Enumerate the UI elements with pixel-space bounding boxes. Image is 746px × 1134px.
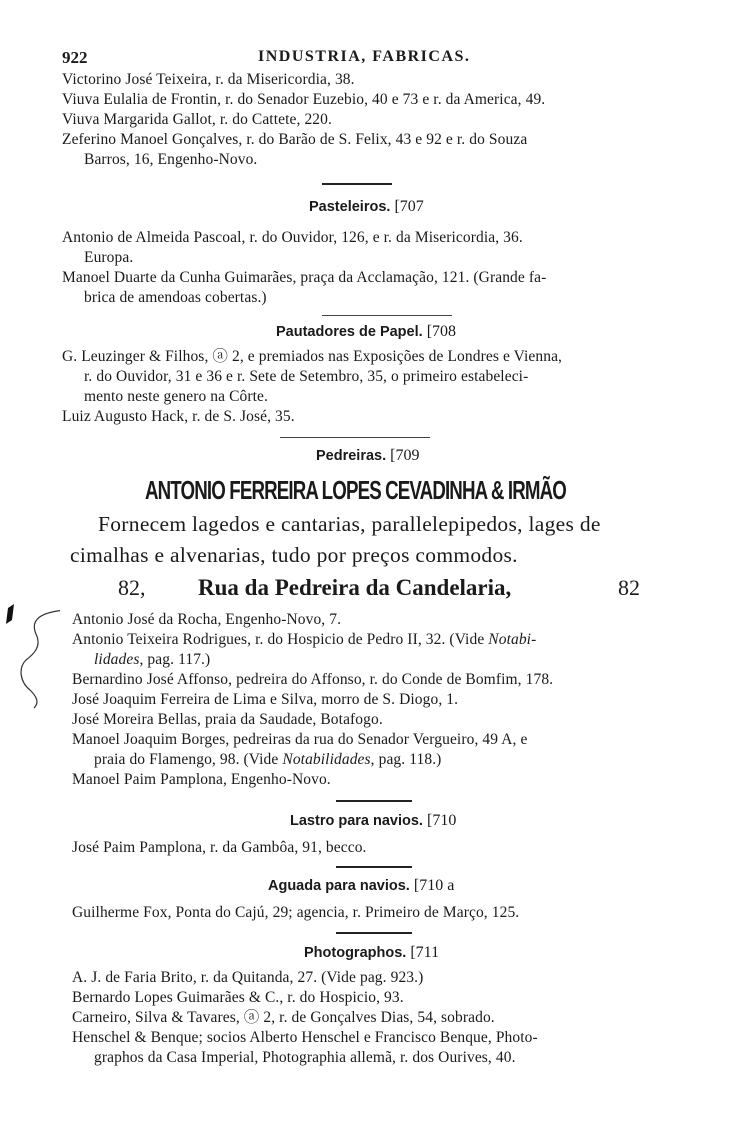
entry-line: r. do Ouvidor, 31 e 36 e r. Sete de Setembro, 35, o primeiro estabeleci- — [84, 368, 529, 385]
advert-number-right: 82 — [618, 575, 640, 600]
advert-street — [198, 573, 511, 603]
entry-line: G. Leuzinger & Filhos, ⓐ 2, e premiados nas Exposições de Londres e Vienna, — [62, 348, 563, 365]
entry-line: José Joaquim Ferreira de Lima e Silva, morro de S. Diogo, 1. — [72, 691, 459, 708]
section-heading-aguada — [268, 876, 454, 896]
entry-text: Antonio Teixeira Rodrigues, r. do Hospicio de Pedro II, 32. (Vide — [72, 631, 485, 648]
entry-text: , pag. 117.) — [139, 651, 211, 668]
entry-line: graphos da Casa Imperial, Photographia allemã, r. dos Ourives, 40. — [94, 1049, 516, 1066]
entry-line — [72, 630, 536, 650]
advert-text-line: cimalhas e alvenarias, tudo por preços commodos. — [70, 543, 518, 567]
entry-line: Victorino José Teixeira, r. da Misericordia, 38. — [62, 71, 355, 88]
entry-line: Carneiro, Silva & Tavares, ⓐ 2, r. de Gonçalves Dias, 54, sobrado. — [72, 1009, 495, 1026]
advert-company-name: ANTONIO FERREIRA LOPES CEVADINHA & IRMÃO — [145, 475, 566, 505]
entry-line: Guilherme Fox, Ponta do Cajú, 29; agencia, r. Primeiro de Março, 125. — [72, 904, 520, 921]
entry-line: Luiz Augusto Hack, r. de S. José, 35. — [62, 408, 295, 425]
section-divider — [322, 183, 392, 185]
entry-line: Bernardino José Affonso, pedreira do Affonso, r. do Conde de Bomfim, 178. — [72, 671, 554, 688]
entry-line: Zeferino Manoel Gonçalves, r. do Barão de S. Felix, 43 e 92 e r. do Souza — [62, 131, 528, 148]
section-heading-photographos — [304, 943, 439, 963]
entry-text: , pag. 118.) — [370, 751, 442, 768]
page-number: 922 — [62, 48, 88, 67]
entry-line: Manoel Duarte da Cunha Guimarães, praça da Acclamação, 121. (Grande fa- — [62, 269, 547, 286]
section-code: [710 a — [413, 877, 455, 894]
advert-text-line: Fornecem lagedos e cantarias, parallelepipedos, lages de — [98, 512, 601, 536]
entry-line: José Moreira Bellas, praia da Saudade, Botafogo. — [72, 711, 383, 728]
entry-line: Viuva Margarida Gallot, r. do Cattete, 220. — [62, 111, 332, 128]
section-code: [709 — [390, 447, 420, 464]
section-code: [708 — [426, 323, 457, 340]
entry-line: Europa. — [84, 249, 134, 266]
section-heading-pasteleiros — [309, 197, 424, 217]
entry-line: A. J. de Faria Brito, r. da Quitanda, 27. (Vide pag. 923.) — [72, 969, 424, 986]
advert-street-name: Rua da Pedreira da Candelaria, — [198, 575, 512, 600]
entry-line: mento neste genero na Côrte. — [84, 388, 269, 405]
section-divider — [322, 315, 452, 316]
running-title: INDUSTRIA, FABRICAS. — [258, 48, 471, 65]
section-heading-pautadores — [276, 322, 456, 342]
section-title: Aguada para navios. — [268, 878, 410, 894]
section-title: Lastro para navios. — [290, 813, 423, 829]
entry-line: Manoel Joaquim Borges, pedreiras da rua do Senador Vergueiro, 49 A, e — [72, 731, 528, 748]
section-title: Photographos. — [304, 945, 407, 961]
section-heading-pedreiras — [316, 446, 420, 466]
entry-line: Viuva Eulalia de Frontin, r. do Senador Euzebio, 40 e 73 e r. da America, 49. — [62, 91, 546, 108]
entry-line — [94, 750, 441, 770]
entry-text: praia do Flamengo, 98. (Vide — [94, 751, 279, 768]
entry-line: Antonio José da Rocha, Engenho-Novo, 7. — [72, 611, 342, 628]
entry-line — [94, 650, 210, 670]
section-code: [707 — [394, 198, 424, 215]
entry-italic: Notabilidades — [282, 751, 371, 768]
entry-line: Henschel & Benque; socios Alberto Henschel e Francisco Benque, Photo- — [72, 1029, 538, 1046]
section-code: [710 — [427, 812, 457, 829]
entry-line: José Paim Pamplona, r. da Gambôa, 91, becco. — [72, 839, 367, 856]
section-title: Pedreiras. — [316, 448, 387, 464]
advert-number-left: 82, — [118, 575, 146, 600]
entry-line: Antonio de Almeida Pascoal, r. do Ouvidor, 126, e r. da Misericordia, 36. — [62, 229, 523, 246]
section-heading-lastro — [290, 811, 456, 831]
section-divider — [280, 437, 430, 438]
section-divider — [336, 866, 412, 868]
entry-italic: lidades — [94, 651, 140, 668]
entry-line: brica de amendoas cobertas.) — [84, 289, 267, 306]
section-divider — [336, 800, 412, 802]
margin-pen-mark — [0, 590, 60, 710]
section-title: Pautadores de Papel. — [276, 324, 423, 340]
section-divider — [336, 932, 412, 934]
section-title: Pasteleiros. — [309, 199, 391, 215]
entry-italic: Notabi- — [488, 631, 537, 648]
entry-line: Bernardo Lopes Guimarães & C., r. do Hospicio, 93. — [72, 989, 404, 1006]
entry-line: Barros, 16, Engenho-Novo. — [84, 151, 258, 168]
entry-line: Manoel Paim Pamplona, Engenho-Novo. — [72, 771, 331, 788]
section-code: [711 — [410, 944, 440, 961]
